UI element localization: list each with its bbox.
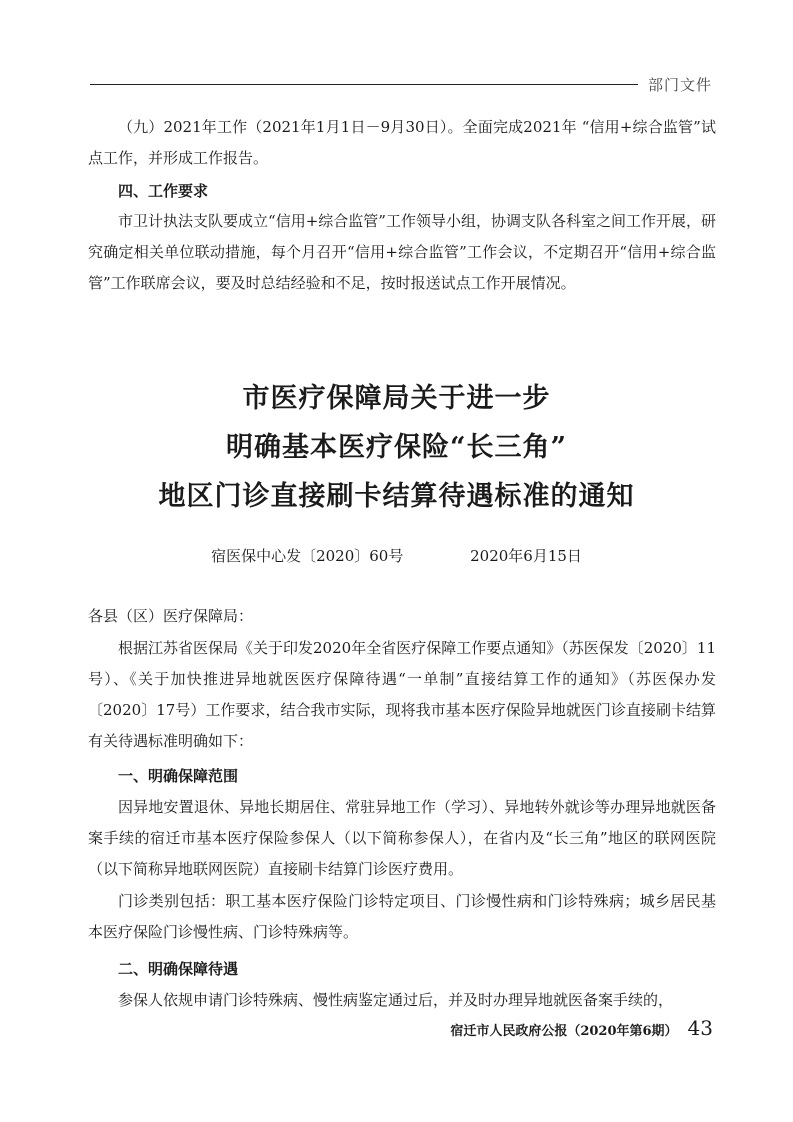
intro-paragraph: 根据江苏省医保局《关于印发2020年全省医疗保障工作要点通知》（苏医保发〔2020〕11号）、《关于加快推进异地就医医疗保障待遇“一单制”直接结算工作的通知》（苏医保办发〔2020〕17号）工作要求，结合我市实际，现将我市基本医疗保险异地就医门诊直接刷卡结算有关待遇标准明确如下： [88, 639, 716, 750]
notice-title [0, 374, 793, 521]
section-tag: 部门文件 [648, 76, 713, 94]
document-date: 2020年6月15日 [470, 547, 582, 565]
scope-paragraph: 因异地安置退休、异地长期居住、常驻异地工作（学习）、异地转外就诊等办理异地就医备案手续的宿迁市基本医疗保险参保人（以下简称参保人），在省内及“长三角”地区的联网医院（以下简称异地联网医院）直接刷卡结算门诊医疗费用。 [88, 798, 716, 878]
heading-scope: 一、明确保障范围 [118, 767, 239, 785]
document-number: 宿医保中心发〔2020〕60号 [211, 547, 404, 565]
page-number: 43 [687, 1016, 713, 1040]
benefit-paragraph: 参保人依规申请门诊特殊病、慢性病鉴定通过后，并及时办理异地就医备案手续的， [118, 991, 674, 1009]
journal-name: 宿迁市人民政府公报（2020年第6期） [450, 1024, 678, 1039]
heading-benefits: 二、明确保障待遇 [118, 960, 239, 978]
page-footer [450, 1016, 713, 1040]
heading-work-requirements: 四、工作要求 [118, 182, 209, 200]
salutation: 各县（区）医疗保障局： [88, 607, 254, 625]
work-plan-item-9: （九）2021年工作（2021年1月1日－9月30日）。全面完成2021年 “信用+综合监管”试点工作，并形成工作报告。 [88, 118, 716, 167]
work-requirements-paragraph: 市卫计执法支队要成立“信用+综合监管”工作领导小组，协调支队各科室之间工作开展，研究确定相关单位联动措施，每个月召开“信用+综合监管”工作会议，不定期召开“信用+综合监管”工作联席会议，要及时总结经验和不足，按时报送试点工作开展情况。 [88, 212, 716, 292]
notice-title-line-3: 地区门诊直接刷卡结算待遇标准的通知 [158, 481, 635, 512]
outpatient-category-paragraph: 门诊类别包括：职工基本医疗保险门诊特定项目、门诊慢性病和门诊特殊病；城乡居民基本医疗保险门诊慢性病、门诊特殊病等。 [88, 892, 716, 941]
notice-title-line-1: 市医疗保障局关于进一步 [242, 383, 551, 414]
notice-title-line-2: 明确基本医疗保险“长三角” [225, 432, 568, 463]
header-rule [90, 84, 638, 85]
document-meta [0, 545, 793, 566]
